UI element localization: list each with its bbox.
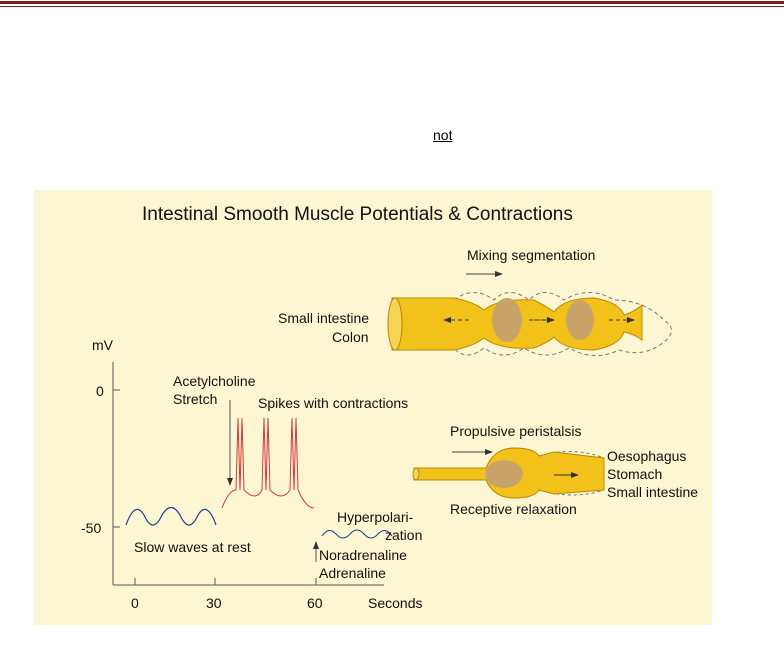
x-tick-60: 60 [307,595,323,611]
underlined-note: not [433,127,453,143]
hyperpolarization-trace [322,530,392,538]
y-axis-unit: mV [92,337,113,353]
x-axis-label: Seconds [368,595,423,611]
y-tick-0: 0 [96,383,104,399]
slow-wave-trace [126,508,216,526]
figure-title: Intestinal Smooth Muscle Potentials & Contractions [142,204,573,225]
adrenaline-label: Adrenaline [319,565,386,581]
muscle-potentials-figure [34,190,712,625]
oesophagus-label: Oesophagus [607,448,687,464]
x-tick-30: 30 [206,595,222,611]
small-intestine-label: Small intestine [278,310,370,326]
peristalsis-tube [413,448,604,498]
figure-svg [34,190,712,625]
slow-waves-label: Slow waves at rest [134,539,251,555]
receptive-label: Receptive relaxation [450,501,577,517]
propulsive-label: Propulsive peristalsis [450,423,582,439]
header-rule-thick [0,1,784,4]
mixing-label: Mixing segmentation [467,247,596,263]
hyperpol-label-2: zation [385,527,423,543]
acetylcholine-label: Acetylcholine [173,373,256,389]
colon-label: Colon [332,329,369,345]
stretch-label: Stretch [173,391,218,407]
small-intestine-label-2: Small intestine [607,484,699,500]
noradrenaline-label: Noradrenaline [319,547,407,563]
spike-trace [222,418,314,508]
segmentation-tube [388,293,672,356]
x-tick-0: 0 [131,595,139,611]
stomach-label: Stomach [607,466,663,482]
spikes-label: Spikes with contractions [258,395,409,411]
hyperpol-label-1: Hyperpolari- [337,509,414,525]
y-tick-minus50: -50 [81,520,102,536]
header-rule-thin [0,6,784,7]
